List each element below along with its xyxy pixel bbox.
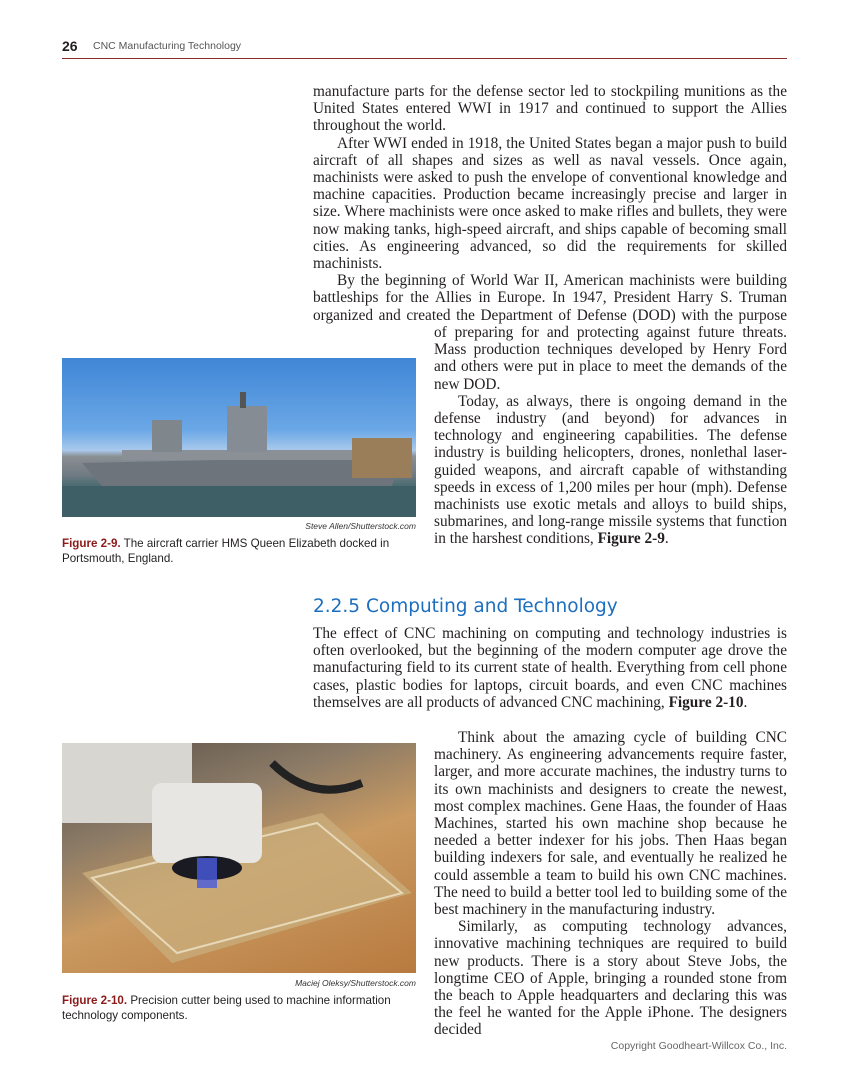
- paragraph-text: Today, as always, there is ongoing demand in the defense industry (and beyond) for advances in technology and engineering capabilities. The defense industry is building helicopters, drones, nonlethal laser-guided weapons, and aircraft capable of withstanding speeds in excess of 1,200 miles per hour (mph). Defense machinists use exotic metals and alloys to build ships, submarines, and long-range missile systems that function in the harshest conditions,: [434, 392, 787, 548]
- paragraph-text: The effect of CNC machining on computing and technology industries is often overlooked, but the beginning of the modern computer age drove the manufacturing field to its current state of health. Everything from cell phone cases, plastic bodies for laptops, circuit boards, and even CNC machines themselves are all products of advanced CNC machining,: [313, 625, 787, 711]
- running-title: CNC Manufacturing Technology: [93, 40, 242, 52]
- figure-caption: [62, 537, 422, 566]
- paragraph: The effect of CNC machining on computing and technology industries is often overlooked, but the beginning of the modern computer age drove the manufacturing field to its current state of health. Everything from cell phone cases, plastic bodies for laptops, circuit boards, and even CNC machines themselves are all products of advanced CNC machining, Figure 2-10.: [313, 625, 787, 711]
- copyright-footer: Copyright Goodheart-Willcox Co., Inc.: [610, 1040, 787, 1052]
- figure-label: Figure 2-9.: [62, 537, 121, 550]
- figure-label: Figure 2-10.: [62, 994, 128, 1007]
- caption-text: The aircraft carrier HMS Queen Elizabeth docked in Portsmouth, England.: [62, 537, 390, 565]
- body-text-top: [313, 83, 787, 324]
- precision-cutter-photo: [62, 743, 416, 973]
- paragraph: Think about the amazing cycle of building CNC machinery. As engineering advancements require faster, larger, and more accurate machines, the industry turns to its own machinists and designers to create the newest, most complex machines. Gene Haas, the founder of Haas Machines, started his own machine shop because he needed a better indexer for his jobs. Then Haas began building indexers for sale, and eventually he realized he could assemble a team to build his own CNC machines. The need to build a better tool led to building some of the best machinery in the manufacturing industry.: [434, 729, 787, 919]
- paragraph: of preparing for and protecting against future threats. Mass production techniques developed by Henry Ford and others were put in place to meet the demands of the new DOD.: [434, 324, 787, 393]
- figure-reference: Figure 2-9: [597, 530, 665, 548]
- body-text-mid: [313, 625, 787, 711]
- figure-caption: [62, 994, 422, 1023]
- paragraph: Today, as always, there is ongoing demand in the defense industry (and beyond) for advances in technology and engineering capabilities. The defense industry is building helicopters, drones, nonlethal laser-guided weapons, and aircraft capable of withstanding speeds in excess of 1,200 miles per hour (mph). Defense machinists use exotic metals and alloys to build ships, submarines, and long-range missile systems that function in the harshest conditions, Figure 2-9.: [434, 392, 787, 548]
- aircraft-carrier-photo: [62, 358, 416, 517]
- paragraph: manufacture parts for the defense sector led to stockpiling munitions as the United States entered WWI in 1917 and continued to support the Allies throughout the world.: [313, 83, 787, 135]
- figure-reference: Figure 2-10: [668, 693, 744, 711]
- photo-credit: Maciej Oleksy/Shutterstock.com: [295, 978, 416, 988]
- body-text-wrap-1: [434, 324, 787, 548]
- body-text-wrap-2: [434, 729, 787, 1039]
- caption-text: Precision cutter being used to machine information technology components.: [62, 994, 391, 1022]
- section-heading: 2.2.5 Computing and Technology: [313, 596, 618, 617]
- carrier-illustration: [62, 358, 416, 517]
- page-number: 26: [62, 38, 78, 54]
- running-header: [62, 38, 787, 59]
- paragraph: Similarly, as computing technology advances, innovative machining techniques are required to build new products. There is a story about Steve Jobs, the longtime CEO of Apple, bringing a rounded stone from the beach to Apple headquarters and declaring this was the feel he wanted for the Apple iPhone. The designers decided: [434, 918, 787, 1039]
- paragraph: By the beginning of World War II, American machinists were building battleships for the Allies in Europe. In 1947, President Harry S. Truman organized and created the Department of Defense (DOD) with the purpose: [313, 272, 787, 324]
- photo-credit: Steve Allen/Shutterstock.com: [305, 521, 416, 531]
- cutter-illustration: [62, 743, 416, 973]
- paragraph: After WWI ended in 1918, the United States began a major push to build aircraft of all shapes and sizes as well as naval vessels. Once again, machinists were asked to push the envelope of conventional knowledge and machine capacities. Production became increasingly precise and larger in size. Where machinists were once asked to make rifles and bullets, they were now making tanks, high-speed aircraft, and ships capable of becoming small cities. As engineering advanced, so did the requirements for skilled machinists.: [313, 134, 787, 273]
